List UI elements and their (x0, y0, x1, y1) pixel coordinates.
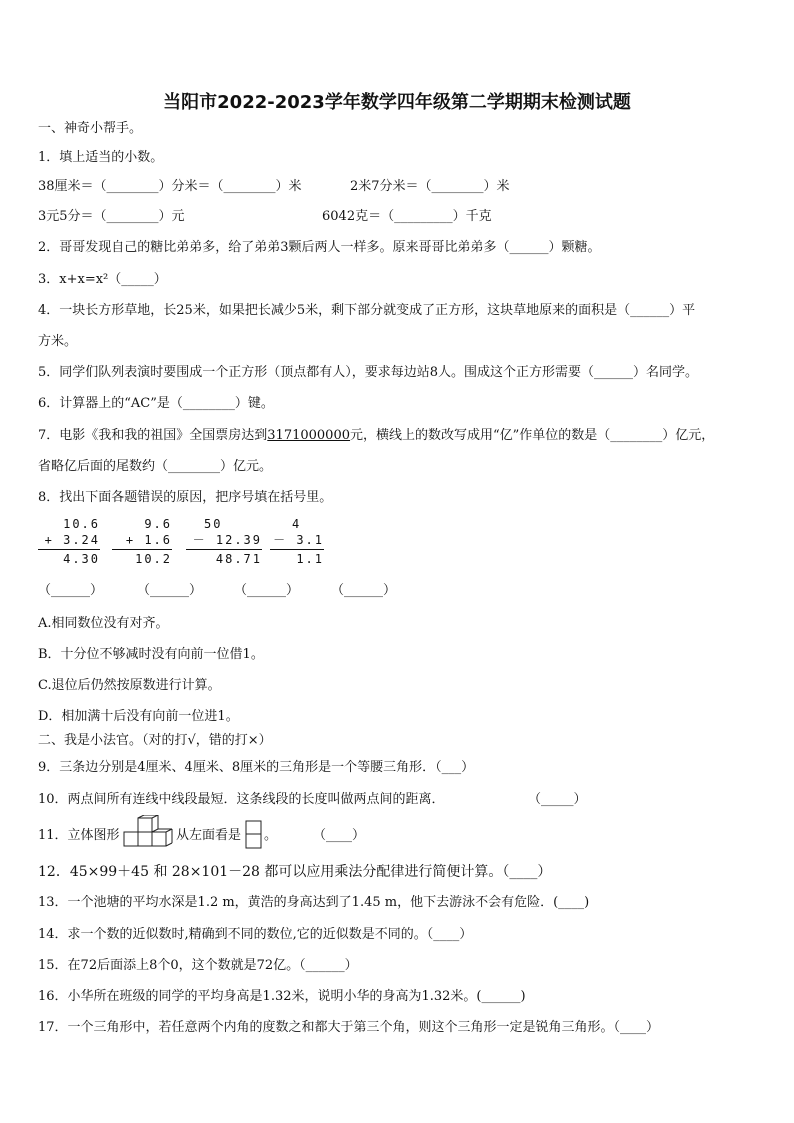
calc-4-result: 1.1 (296, 552, 324, 566)
blank-3: （______） (234, 583, 300, 598)
question-16: 16．小华所在班级的同学的平均身高是1.32米，说明小华的身高为1.32米。(______) (38, 989, 526, 1004)
calc-4 (270, 516, 324, 567)
question-10: 10．两点间所有连线中线段最短．这条线段的长度叫做两点间的距离． (38, 792, 445, 807)
question-8: 8．找出下面各题错误的原因，把序号填在括号里。 (38, 490, 333, 505)
question-10-blank: （_____） (528, 792, 587, 807)
side-view-figure (245, 820, 263, 850)
option-b: B．十分位不够减时没有向前一位借1。 (38, 647, 264, 662)
page-title: 当阳市2022-2023学年数学四年级第二学期期末检测试题 (163, 92, 631, 113)
section-2-heading: 二、我是小法官。（对的打√，错的打×） (38, 733, 272, 748)
option-a: A.相同数位没有对齐。 (38, 616, 169, 631)
calc-2-op: + 1.6 (125, 533, 172, 547)
question-13: 13．一个池塘的平均水深是1.2 m，黄浩的身高达到了1.45 m，他下去游泳不会有危险．(____) (38, 895, 590, 910)
section-1-heading: 一、神奇小帮手。 (38, 121, 143, 136)
question-7 (38, 428, 714, 444)
question-4-cont: 方米。 (38, 334, 78, 349)
question-2: 2．哥哥发现自己的糖比弟弟多，给了弟弟3颗后两人一样多。原来哥哥比弟弟多（______）颗糖。 (38, 240, 601, 255)
calc-2-rule (112, 549, 172, 550)
calc-4-op: － 3.1 (273, 533, 324, 547)
question-3: 3．x+x=x²（_____） (38, 272, 167, 287)
question-1b: 2米7分米＝（________）米 (350, 179, 510, 194)
question-1d: 6042克＝（_________）千克 (322, 209, 492, 224)
question-6: 6．计算器上的“AC”是（________）键。 (38, 396, 274, 411)
calc-3-rule (186, 549, 262, 550)
question-9: 9．三条边分别是4厘米、4厘米、8厘米的三角形是一个等腰三角形．（___） (38, 760, 475, 775)
calc-3-op: － 12.39 (192, 533, 262, 547)
calc-2-top: 9.6 (144, 517, 172, 531)
question-1: 1．填上适当的小数。 (38, 150, 164, 165)
calc-3-result: 48.71 (215, 552, 262, 566)
calc-3 (186, 516, 262, 567)
question-11-label: 11．立体图形 (38, 828, 120, 843)
blank-1: （______） (38, 583, 104, 598)
question-1a: 38厘米＝（________）分米＝（________）米 (38, 179, 302, 194)
option-c: C.退位后仍然按原数进行计算。 (38, 678, 221, 693)
question-17: 17．一个三角形中，若任意两个内角的度数之和都大于第三个角，则这个三角形一定是锐角三角形。（____） (38, 1020, 660, 1035)
calc-1-op: + 3.24 (44, 533, 100, 547)
calc-4-rule (270, 549, 324, 550)
question-11-end: 。 (264, 828, 278, 843)
question-12: 12．45×99＋45 和 28×101－28 都可以应用乘法分配律进行简便计算。（____） (38, 864, 552, 880)
calc-4-top: 4 (292, 517, 302, 531)
blank-2: （______） (137, 583, 203, 598)
question-4: 4．一块长方形草地，长25米，如果把长减少5米，剩下部分就变成了正方形，这块草地原来的面积是（______）平 (38, 303, 696, 318)
blank-4: （______） (331, 583, 397, 598)
question-11-text: 从左面看是 (176, 828, 242, 843)
question-1c: 3元5分＝（________）元 (38, 209, 185, 224)
question-14: 14．求一个数的近似数时,精确到不同的数位,它的近似数是不同的。（____） (38, 927, 473, 942)
question-5: 5．同学们队列表演时要围成一个正方形（顶点都有人），要求每边站8人。围成这个正方形需要（______）名同学。 (38, 365, 699, 380)
question-7-number: 3171000000 (267, 428, 350, 443)
question-11-blank: （____） (313, 828, 366, 843)
calc-1-result: 4.30 (63, 552, 100, 566)
calc-1-rule (38, 549, 100, 550)
calc-3-top: 50 (204, 517, 223, 531)
question-7-post: 元，横线上的数改写成用“亿”作单位的数是（________）亿元， (350, 428, 715, 443)
calc-1 (38, 516, 100, 567)
question-15: 15．在72后面添上8个0，这个数就是72亿。（______） (38, 958, 358, 973)
option-d: D．相加满十后没有向前一位进1。 (38, 709, 239, 724)
question-7-cont: 省略亿后面的尾数约（________）亿元。 (38, 459, 273, 474)
cube-stack-figure (123, 815, 175, 851)
calc-2-result: 10.2 (135, 552, 172, 566)
question-7-pre: 7．电影《我和我的祖国》全国票房达到 (38, 428, 268, 443)
calc-2 (112, 516, 172, 567)
calc-1-top: 10.6 (63, 517, 100, 531)
